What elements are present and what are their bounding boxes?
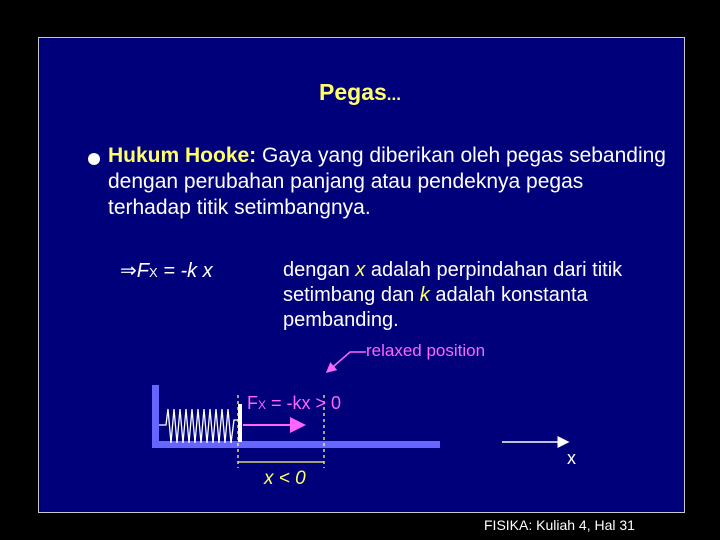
- wall: [152, 385, 159, 447]
- spring-coil: [159, 409, 238, 443]
- title-text: Pegas: [319, 79, 387, 105]
- implies-arrow-icon: ⇒: [120, 260, 137, 282]
- footer-text: FISIKA: Kuliah 4, Hal 31: [484, 517, 635, 533]
- bullet-lead: Hukum Hooke:: [108, 144, 257, 167]
- force-label: [247, 393, 341, 414]
- bullet-body: Gaya yang diberikan oleh pegas sebanding dengan perubahan panjang atau pendeknya pegas terhadap titik setimbangnya.: [108, 144, 666, 219]
- title-dots: ...: [386, 85, 401, 104]
- relaxed-pointer-line: [327, 352, 366, 372]
- explain-part1: dengan: [283, 259, 356, 281]
- relaxed-position-label: relaxed position: [366, 341, 486, 360]
- x-axis-label: x: [567, 448, 576, 468]
- displacement-label: x < 0: [264, 468, 306, 489]
- formula-rhs: = -k x: [157, 260, 213, 282]
- formula-symbol: F: [136, 260, 149, 282]
- formula-subscript: X: [148, 265, 158, 280]
- force-symbol: F: [247, 393, 258, 413]
- force-subscript: X: [258, 398, 267, 412]
- explain-part2: adalah perpindahan dari titik setimbang dan: [283, 259, 623, 306]
- explain-var-k: k: [419, 284, 430, 306]
- explain-part3: adalah konstanta pembanding.: [283, 284, 588, 331]
- force-rhs: = -kx > 0: [266, 393, 342, 413]
- explain-var-x: x: [355, 259, 366, 281]
